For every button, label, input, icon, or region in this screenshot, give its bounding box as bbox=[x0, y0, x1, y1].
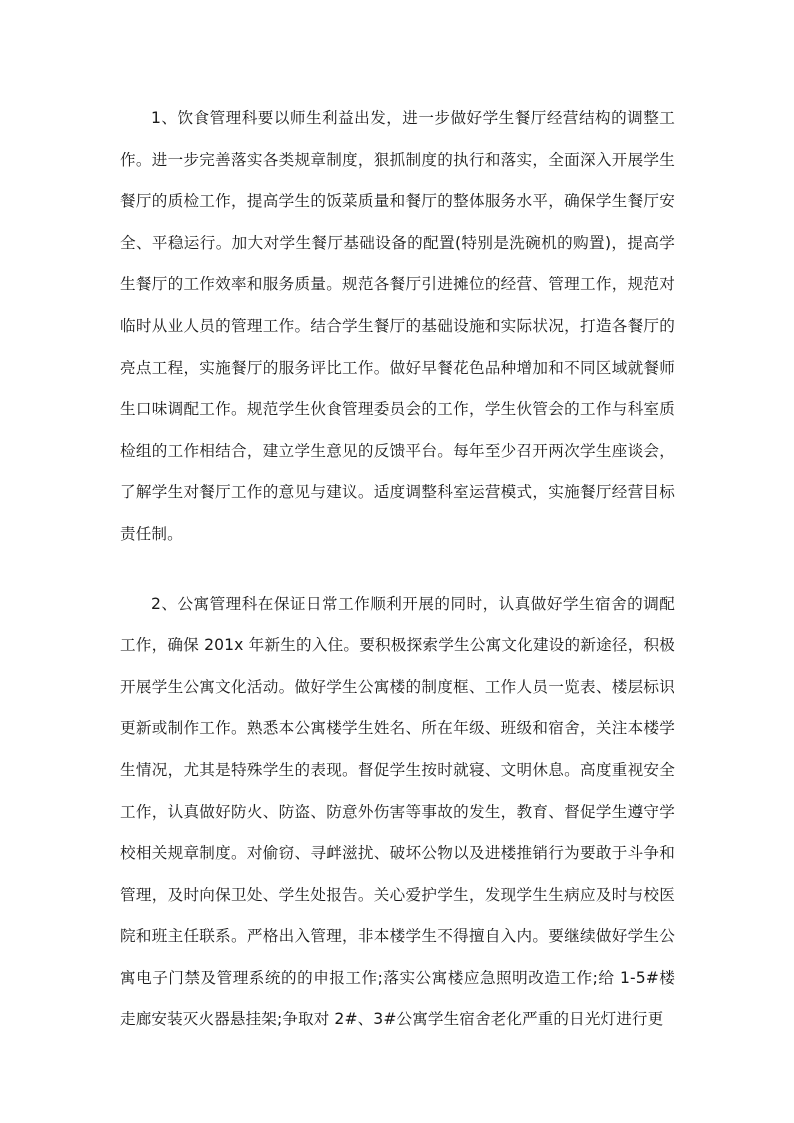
paragraph-apartment-management: 2、公寓管理科在保证日常工作顺利开展的同时，认真做好学生宿舍的调配工作，确保 201x 年新生的入住。要积极探索学生公寓文化建设的新途径，积极开展学生公寓文化活动。做好学生公寓楼的制度框、工作人员一览表、楼层标识更新或制作工作。熟悉本公寓楼学生姓名、所在年级、班级和宿舍，关注本楼学生情况，尤其是特殊学生的表现。督促学生按时就寝、文明休息。高度重视安全工作，认真做好防火、防盗、防意外伤害等事故的发生，教育、督促学生遵守学校相关规章制度。对偷窃、寻衅滋扰、破坏公物以及进楼推销行为要敢于斗争和管理，及时向保卫处、学生处报告。关心爱护学生，发现学生生病应及时与校医院和班主任联系。严格出入管理，非本楼学生不得擅自入内。要继续做好学生公寓电子门禁及管理系统的的申报工作;落实公寓楼应急照明改造工作;给 1-5#楼走廊安装灭火器悬挂架;争取对 2#、3#公寓学生宿舍老化严重的日光灯进行更 bbox=[120, 594, 675, 1029]
document-body bbox=[120, 98, 675, 1041]
paragraph-catering-management: 1、饮食管理科要以师生利益出发，进一步做好学生餐厅经营结构的调整工作。进一步完善落实各类规章制度，狠抓制度的执行和落实，全面深入开展学生餐厅的质检工作，提高学生的饭菜质量和餐厅的整体服务水平，确保学生餐厅安全、平稳运行。加大对学生餐厅基础设备的配置(特别是洗碗机的购置)，提高学生餐厅的工作效率和服务质量。规范各餐厅引进摊位的经营、管理工作，规范对临时从业人员的管理工作。结合学生餐厅的基础设施和实际状况，打造各餐厅的亮点工程，实施餐厅的服务评比工作。做好早餐花色品种增加和不同区域就餐师生口味调配工作。规范学生伙食管理委员会的工作，学生伙管会的工作与科室质检组的工作相结合，建立学生意见的反馈平台。每年至少召开两次学生座谈会，了解学生对餐厅工作的意见与建议。适度调整科室运营模式，实施餐厅经营目标责任制。 bbox=[120, 109, 675, 543]
